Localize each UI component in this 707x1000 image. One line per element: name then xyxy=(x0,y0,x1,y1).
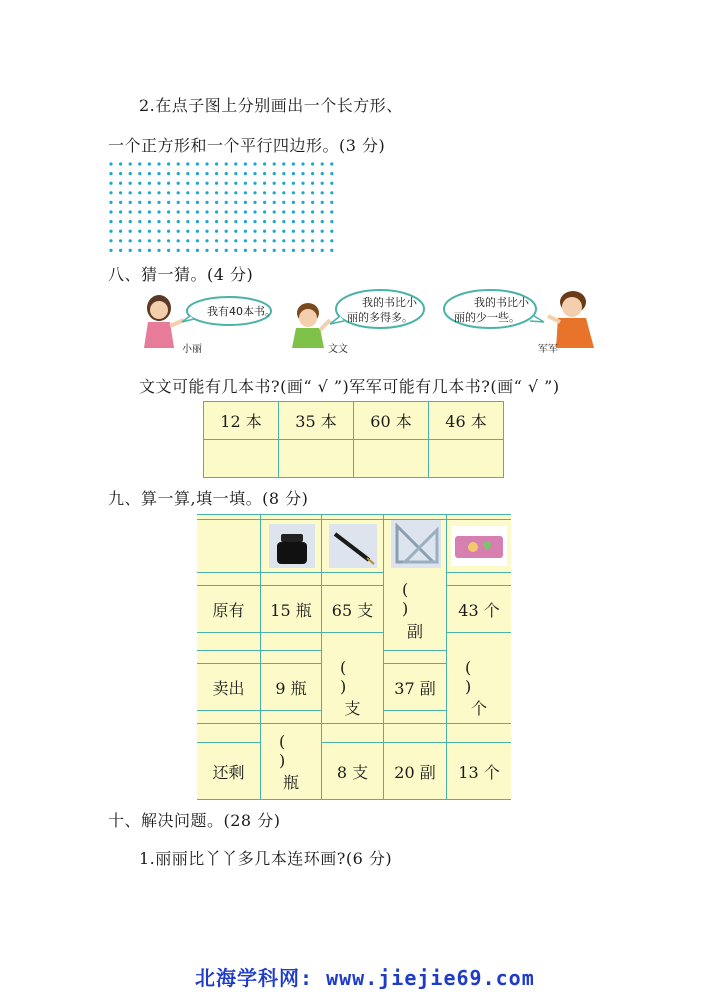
grid-dot xyxy=(292,201,295,204)
grid-dot xyxy=(186,191,189,194)
grid-dot xyxy=(273,249,276,252)
grid-dot xyxy=(177,162,180,165)
grid-dot xyxy=(292,191,295,194)
grid-dot xyxy=(244,182,247,185)
grid-dot xyxy=(311,220,314,223)
option-cell: 12 本 xyxy=(204,402,279,440)
bubble-text: 丽的多得多。 xyxy=(347,311,413,324)
grid-dot xyxy=(225,230,228,233)
grid-dot xyxy=(263,220,266,223)
grid-dot xyxy=(138,220,141,223)
grid-dot xyxy=(282,210,285,213)
grid-dot xyxy=(205,162,208,165)
grid-dot xyxy=(234,182,237,185)
grid-dot xyxy=(273,220,276,223)
grid-dot xyxy=(148,230,151,233)
grid-dot xyxy=(109,182,112,185)
grid-dot xyxy=(205,230,208,233)
ink-bottle-icon xyxy=(269,524,315,568)
grid-dot xyxy=(215,220,218,223)
grid-dot xyxy=(244,172,247,175)
boy-junjun-figure xyxy=(548,291,594,348)
grid-dot xyxy=(215,201,218,204)
grid-dot xyxy=(129,172,132,175)
grid-dot xyxy=(225,172,228,175)
grid-dot xyxy=(273,230,276,233)
grid-dot xyxy=(301,220,304,223)
grid-dot xyxy=(177,201,180,204)
grid-dot xyxy=(234,172,237,175)
grid-dot xyxy=(292,172,295,175)
grid-dot xyxy=(225,220,228,223)
grid-dot xyxy=(330,210,333,213)
grid-dot xyxy=(205,201,208,204)
grid-dot xyxy=(167,239,170,242)
grid-dot xyxy=(234,220,237,223)
grid-dot xyxy=(109,191,112,194)
bubble-text: 丽的少一些。 xyxy=(454,311,520,324)
grid-dot xyxy=(186,249,189,252)
grid-dot xyxy=(129,162,132,165)
bubble-text: 我的书比小 xyxy=(362,296,417,309)
grid-dot xyxy=(321,201,324,204)
grid-dot xyxy=(263,182,266,185)
grid-dot xyxy=(196,201,199,204)
grid-dot xyxy=(196,239,199,242)
grid-dot xyxy=(234,239,237,242)
grid-dot xyxy=(234,201,237,204)
grid-dot xyxy=(282,249,285,252)
grid-dot xyxy=(177,249,180,252)
remaining-pencil-case: 13 个 xyxy=(447,743,511,799)
grid-dot xyxy=(253,239,256,242)
grid-dot xyxy=(244,201,247,204)
grid-dot xyxy=(244,191,247,194)
grid-dot xyxy=(138,182,141,185)
grid-dot xyxy=(148,172,151,175)
grid-dot xyxy=(167,191,170,194)
grid-dot xyxy=(167,182,170,185)
grid-dot xyxy=(301,201,304,204)
grid-dot xyxy=(330,162,333,165)
option-cell: 60 本 xyxy=(354,402,429,440)
grid-dot xyxy=(109,162,112,165)
grid-dot xyxy=(148,182,151,185)
dot-grid xyxy=(108,161,340,253)
grid-dot xyxy=(177,191,180,194)
grid-dot xyxy=(196,162,199,165)
grid-dot xyxy=(225,210,228,213)
grid-dot xyxy=(282,220,285,223)
grid-dot xyxy=(167,220,170,223)
grid-dot xyxy=(234,249,237,252)
name-xiaoli: 小丽 xyxy=(182,344,202,355)
grid-dot xyxy=(263,201,266,204)
grid-dot xyxy=(109,239,112,242)
remaining-pen: 8 支 xyxy=(322,743,383,799)
grid-dot xyxy=(301,210,304,213)
grid-dot xyxy=(138,249,141,252)
grid-dot xyxy=(148,210,151,213)
grid-dot xyxy=(196,191,199,194)
grid-dot xyxy=(292,162,295,165)
grid-dot xyxy=(129,182,132,185)
section-8-question: 文文可能有几本书?(画“ √ ”)军军可能有几本书?(画“ √ ”) xyxy=(139,377,560,396)
grid-dot xyxy=(301,162,304,165)
grid-dot xyxy=(292,230,295,233)
grid-dot xyxy=(119,172,122,175)
grid-dot xyxy=(157,191,160,194)
grid-dot xyxy=(186,239,189,242)
row-label-original: 原有 xyxy=(197,586,260,632)
grid-dot xyxy=(186,201,189,204)
grid-dot xyxy=(253,162,256,165)
grid-dot xyxy=(321,230,324,233)
grid-dot xyxy=(263,239,266,242)
grid-dot xyxy=(215,230,218,233)
grid-dot xyxy=(301,239,304,242)
grid-dot xyxy=(157,162,160,165)
grid-dot xyxy=(244,239,247,242)
grid-dot xyxy=(186,172,189,175)
grid-dot xyxy=(225,182,228,185)
grid-dot xyxy=(215,191,218,194)
original-set-square-blank[interactable]: ( ) 副 xyxy=(384,572,446,650)
grid-dot xyxy=(215,249,218,252)
grid-dot xyxy=(301,230,304,233)
grid-dot xyxy=(292,220,295,223)
grid-dot xyxy=(177,182,180,185)
grid-dot xyxy=(311,249,314,252)
grid-dot xyxy=(157,230,160,233)
grid-dot xyxy=(109,210,112,213)
grid-dot xyxy=(215,182,218,185)
grid-dot xyxy=(177,239,180,242)
section-10-question-1: 1.丽丽比丫丫多几本连环画?(6 分) xyxy=(139,849,393,868)
grid-dot xyxy=(330,249,333,252)
grid-dot xyxy=(321,172,324,175)
grid-dot xyxy=(157,220,160,223)
grid-dot xyxy=(177,220,180,223)
grid-dot xyxy=(148,220,151,223)
grid-dot xyxy=(225,239,228,242)
speech-bubble-xiaoli xyxy=(182,297,276,325)
grid-dot xyxy=(205,210,208,213)
grid-dot xyxy=(225,191,228,194)
grid-dot xyxy=(282,182,285,185)
grid-dot xyxy=(119,162,122,165)
grid-dot xyxy=(263,172,266,175)
grid-dot xyxy=(321,162,324,165)
grid-dot xyxy=(253,201,256,204)
grid-dot xyxy=(109,230,112,233)
grid-dot xyxy=(167,230,170,233)
grid-dot xyxy=(273,201,276,204)
sold-pencil-case-blank[interactable]: ( ) 个 xyxy=(447,650,511,723)
section-10-title: 十、解决问题。(28 分) xyxy=(108,811,281,830)
option-cell: 35 本 xyxy=(279,402,354,440)
grid-dot xyxy=(186,220,189,223)
grid-dot xyxy=(330,220,333,223)
grid-dot xyxy=(138,210,141,213)
grid-dot xyxy=(253,191,256,194)
original-pencil-case: 43 个 xyxy=(447,586,511,632)
grid-dot xyxy=(138,191,141,194)
grid-dot xyxy=(311,239,314,242)
grid-dot xyxy=(311,162,314,165)
grid-dot xyxy=(244,230,247,233)
grid-dot xyxy=(321,210,324,213)
sold-pen-blank[interactable]: ( ) 支 xyxy=(322,650,383,723)
grid-dot xyxy=(292,239,295,242)
sold-set-square: 37 副 xyxy=(384,664,446,710)
grid-dot xyxy=(109,201,112,204)
grid-dot xyxy=(321,191,324,194)
remaining-ink-blank[interactable]: ( ) 瓶 xyxy=(261,724,321,799)
row-label-remaining: 还剩 xyxy=(197,743,260,799)
grid-dot xyxy=(263,191,266,194)
answer-cell[interactable] xyxy=(354,440,429,478)
grid-dot xyxy=(273,162,276,165)
option-cell: 46 本 xyxy=(429,402,504,440)
original-pen: 65 支 xyxy=(322,586,383,632)
pencil-case-icon xyxy=(451,526,507,566)
grid-dot xyxy=(330,172,333,175)
grid-dot xyxy=(177,230,180,233)
grid-dot xyxy=(225,249,228,252)
grid-dot xyxy=(301,172,304,175)
grid-dot xyxy=(253,210,256,213)
grid-dot xyxy=(138,172,141,175)
grid-dot xyxy=(263,230,266,233)
grid-dot xyxy=(234,162,237,165)
grid-dot xyxy=(205,191,208,194)
grid-dot xyxy=(177,172,180,175)
grid-dot xyxy=(234,210,237,213)
grid-dot xyxy=(273,191,276,194)
grid-dot xyxy=(215,210,218,213)
name-wenwen: 文文 xyxy=(328,344,348,355)
grid-dot xyxy=(282,201,285,204)
section-9-title: 九、算一算,填一填。(8 分) xyxy=(108,489,309,508)
sold-ink: 9 瓶 xyxy=(261,664,321,710)
grid-dot xyxy=(205,249,208,252)
grid-dot xyxy=(186,230,189,233)
grid-dot xyxy=(330,182,333,185)
answer-cell[interactable] xyxy=(429,440,504,478)
grid-dot xyxy=(253,182,256,185)
girl-figure xyxy=(144,295,184,348)
grid-dot xyxy=(109,220,112,223)
grid-dot xyxy=(311,182,314,185)
grid-dot xyxy=(263,249,266,252)
grid-dot xyxy=(282,239,285,242)
speech-bubble-wenwen xyxy=(330,290,424,328)
name-junjun: 军军 xyxy=(538,344,558,355)
grid-dot xyxy=(196,210,199,213)
grid-dot xyxy=(119,210,122,213)
remaining-set-square: 20 副 xyxy=(384,743,446,799)
grid-dot xyxy=(196,172,199,175)
grid-dot xyxy=(138,201,141,204)
grid-dot xyxy=(244,210,247,213)
grid-dot xyxy=(282,191,285,194)
grid-dot xyxy=(253,172,256,175)
grid-dot xyxy=(225,162,228,165)
grid-dot xyxy=(157,239,160,242)
grid-dot xyxy=(282,172,285,175)
grid-dot xyxy=(205,182,208,185)
grid-dot xyxy=(129,239,132,242)
guess-illustration xyxy=(140,286,610,358)
grid-dot xyxy=(253,230,256,233)
row-label-sold: 卖出 xyxy=(197,664,260,710)
grid-dot xyxy=(330,230,333,233)
grid-dot xyxy=(330,201,333,204)
grid-dot xyxy=(273,172,276,175)
guess-options-table xyxy=(203,401,504,478)
grid-dot xyxy=(273,182,276,185)
grid-dot xyxy=(157,182,160,185)
grid-dot xyxy=(148,191,151,194)
grid-dot xyxy=(292,249,295,252)
grid-dot xyxy=(301,191,304,194)
footer-watermark: 北海学科网: www.jiejie69.com xyxy=(195,966,535,990)
grid-dot xyxy=(119,230,122,233)
grid-dot xyxy=(311,210,314,213)
grid-dot xyxy=(148,249,151,252)
grid-dot xyxy=(292,182,295,185)
grid-dot xyxy=(311,201,314,204)
grid-dot xyxy=(148,162,151,165)
grid-dot xyxy=(215,162,218,165)
grid-dot xyxy=(138,162,141,165)
grid-dot xyxy=(263,162,266,165)
grid-dot xyxy=(244,162,247,165)
calc-table xyxy=(197,514,511,800)
question-2-line-2: 一个正方形和一个平行四边形。(3 分) xyxy=(108,136,386,155)
grid-dot xyxy=(321,249,324,252)
grid-dot xyxy=(138,239,141,242)
grid-dot xyxy=(282,230,285,233)
grid-dot xyxy=(186,162,189,165)
grid-dot xyxy=(148,239,151,242)
question-2-line-1: 2.在点子图上分别画出一个长方形、 xyxy=(139,96,403,115)
grid-dot xyxy=(119,182,122,185)
grid-dot xyxy=(109,249,112,252)
grid-dot xyxy=(301,182,304,185)
grid-dot xyxy=(129,191,132,194)
grid-dot xyxy=(167,162,170,165)
grid-dot xyxy=(167,249,170,252)
grid-dot xyxy=(129,210,132,213)
grid-dot xyxy=(234,191,237,194)
grid-dot xyxy=(129,249,132,252)
bubble-text: 我的书比小 xyxy=(474,296,529,309)
grid-dot xyxy=(311,230,314,233)
answer-cell[interactable] xyxy=(279,440,354,478)
grid-dot xyxy=(157,249,160,252)
grid-dot xyxy=(119,220,122,223)
grid-dot xyxy=(244,220,247,223)
grid-dot xyxy=(244,249,247,252)
grid-dot xyxy=(129,201,132,204)
grid-dot xyxy=(205,220,208,223)
grid-dot xyxy=(138,230,141,233)
grid-dot xyxy=(148,201,151,204)
grid-dot xyxy=(157,201,160,204)
grid-dot xyxy=(292,210,295,213)
grid-dot xyxy=(157,172,160,175)
grid-dot xyxy=(109,172,112,175)
grid-dot xyxy=(301,249,304,252)
grid-dot xyxy=(311,172,314,175)
grid-dot xyxy=(177,210,180,213)
grid-dot xyxy=(282,162,285,165)
grid-dot xyxy=(196,220,199,223)
grid-dot xyxy=(186,210,189,213)
grid-dot xyxy=(330,239,333,242)
grid-dot xyxy=(205,239,208,242)
grid-dot xyxy=(321,220,324,223)
grid-dot xyxy=(196,182,199,185)
grid-dot xyxy=(273,239,276,242)
boy-wenwen-figure xyxy=(292,303,330,348)
grid-dot xyxy=(129,220,132,223)
grid-dot xyxy=(321,182,324,185)
grid-dot xyxy=(196,249,199,252)
bubble-text: 我有40本书。 xyxy=(207,305,276,318)
grid-dot xyxy=(234,230,237,233)
grid-dot xyxy=(129,230,132,233)
grid-dot xyxy=(119,239,122,242)
grid-dot xyxy=(119,191,122,194)
grid-dot xyxy=(157,210,160,213)
grid-dot xyxy=(215,172,218,175)
original-ink: 15 瓶 xyxy=(261,586,321,632)
grid-dot xyxy=(119,201,122,204)
grid-dot xyxy=(253,220,256,223)
section-8-title: 八、猜一猜。(4 分) xyxy=(108,265,254,284)
speech-bubble-junjun xyxy=(444,290,544,328)
grid-dot xyxy=(330,191,333,194)
grid-dot xyxy=(186,182,189,185)
grid-dot xyxy=(167,172,170,175)
pen-icon xyxy=(329,524,377,568)
grid-dot xyxy=(196,230,199,233)
grid-dot xyxy=(263,210,266,213)
grid-dot xyxy=(321,239,324,242)
answer-cell[interactable] xyxy=(204,440,279,478)
grid-dot xyxy=(119,249,122,252)
grid-dot xyxy=(311,191,314,194)
grid-dot xyxy=(205,172,208,175)
grid-dot xyxy=(253,249,256,252)
set-square-icon xyxy=(391,520,441,568)
grid-dot xyxy=(167,210,170,213)
grid-dot xyxy=(215,239,218,242)
grid-dot xyxy=(273,210,276,213)
grid-dot xyxy=(167,201,170,204)
grid-dot xyxy=(225,201,228,204)
